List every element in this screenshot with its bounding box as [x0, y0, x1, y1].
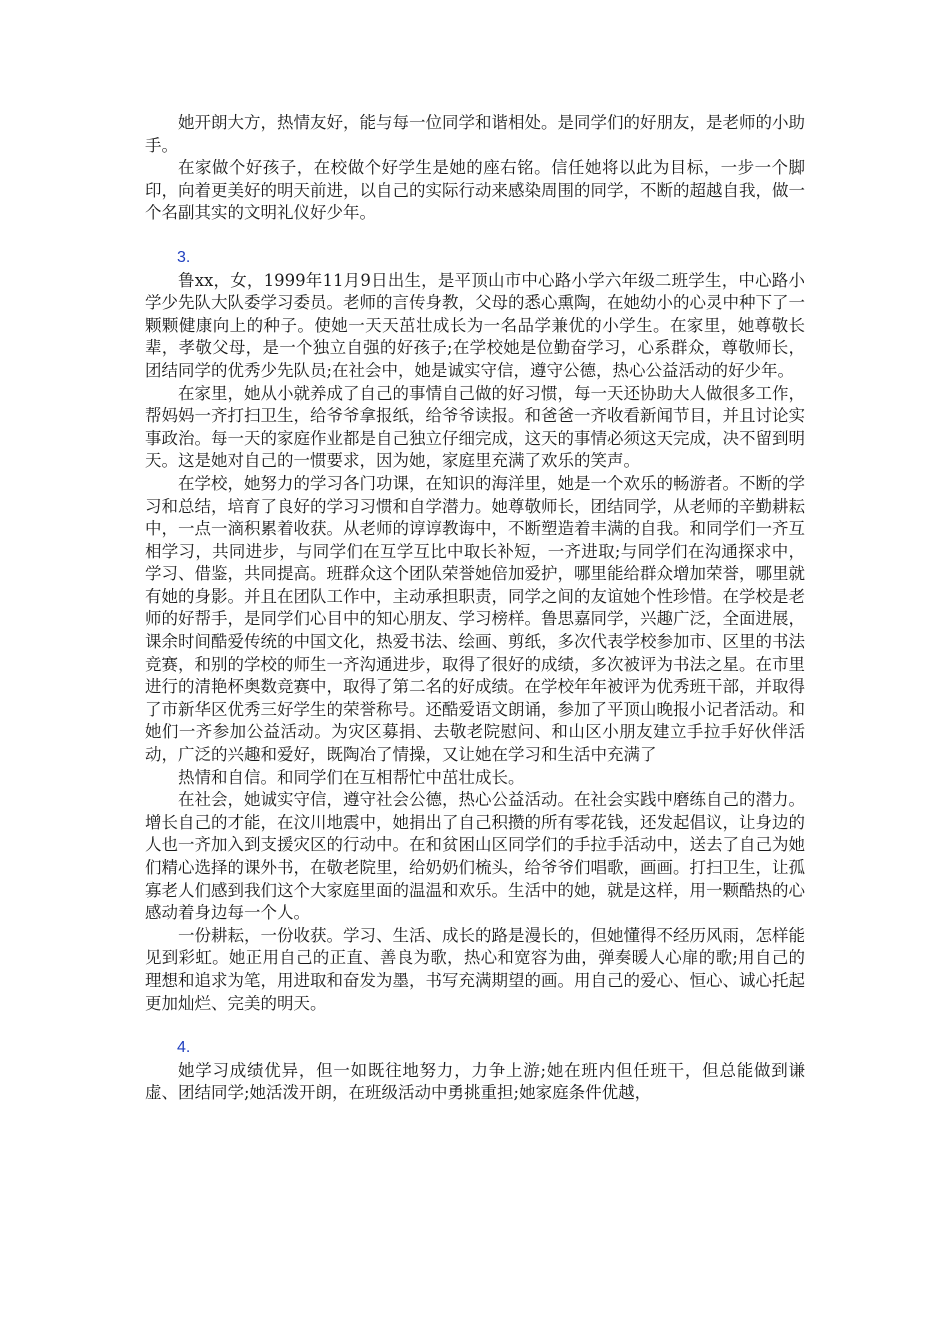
- section-number: 3.: [177, 248, 191, 266]
- spacer: [145, 1015, 805, 1037]
- document-page: [145, 112, 805, 1105]
- paragraph-continuation: 热情和自信。和同学们在互相帮忙中茁壮成长。: [178, 767, 525, 787]
- paragraph: 在家里，她从小就养成了自己的事情自己做的好习惯，每一天还协助大人做很多工作，帮妈妈一齐打扫卫生，给爷爷拿报纸，给爷爷读报。和爸爸一齐收看新闻节目，并且讨论实事政治。每一天的家庭作业都是自己独立仔细完成，这天的事情必须这天完成，决不留到明天。这是她对自己的一惯要求，因为她，家庭里充满了欢乐的笑声。: [145, 383, 805, 471]
- paragraph: 鲁xx，女，1999年11月9日出生，是平顶山市中心路小学六年级二班学生，中心路小学少先队大队委学习委员。老师的言传身教，父母的悉心熏陶，在她幼小的心灵中种下了一颗颗健康向上的种子。使她一天天茁壮成长为一名品学兼优的小学生。在家里，她尊敬长辈，孝敬父母，是一个独立自强的好孩子;在学校她是位勤奋学习，心系群众，尊敬师长，团结同学的优秀少先队员;在社会中，她是诚实守信，遵守公德，热心公益活动的好少年。: [145, 270, 805, 380]
- paragraph: 一份耕耘，一份收获。学习、生活、成长的路是漫长的，但她懂得不经历风雨，怎样能见到彩虹。她正用自己的正直、善良为歌，热心和宽容为曲，弹奏暖人心扉的歌;用自己的理想和追求为笔，用进取和奋发为墨，书写充满期望的画。用自己的爱心、恒心、诚心托起更加灿烂、完美的明天。: [145, 925, 805, 1013]
- paragraph: 她开朗大方，热情友好，能与每一位同学和谐相处。是同学们的好朋友，是老师的小助手。: [145, 113, 805, 155]
- paragraph: 她学习成绩优异，但一如既往地努力，力争上游;她在班内但任班干，但总能做到谦虚、团结同学;她活泼开朗，在班级活动中勇挑重担;她家庭条件优越，: [145, 1060, 805, 1103]
- spacer: [145, 225, 805, 247]
- paragraph: 在学校，她努力的学习各门功课，在知识的海洋里，她是一个欢乐的畅游者。不断的学习和总结，培育了良好的学习习惯和自学潜力。她尊敬师长，团结同学，从老师的辛勤耕耘中，一点一滴积累着收获。从老师的谆谆教诲中，不断塑造着丰满的自我。和同学们一齐互相学习，共同进步，与同学们在互学互比中取长补短，一齐进取;与同学们在沟通探求中，学习、借鉴，共同提高。班群众这个团队荣誉她倍加爱护，哪里能给群众增加荣誉，哪里就有她的身影。并且在团队工作中，主动承担职责，同学之间的友谊她个性珍惜。在学校是老师的好帮手，是同学们心目中的知心朋友、学习榜样。鲁思嘉同学，兴趣广泛，全面进展，课余时间酷爱传统的中国文化，热爱书法、绘画、剪纸，多次代表学校参加市、区里的书法竞赛，和别的学校的师生一齐沟通进步，取得了很好的成绩，多次被评为书法之星。在市里进行的清艳杯奥数竞赛中，取得了第二名的好成绩。在学校年年被评为优秀班干部，并取得了市新华区优秀三好学生的荣誉称号。还酷爱语文朗诵，参加了平顶山晚报小记者活动。和她们一齐参加公益活动。为灾区募捐、去敬老院慰问、和山区小朋友建立手拉手好伙伴活动，广泛的兴趣和爱好，既陶冶了情操，又让她在学习和生活中充满了: [145, 473, 805, 765]
- section-number: 4.: [177, 1039, 191, 1057]
- paragraph: 在家做个好孩子，在校做个好学生是她的座右铭。信任她将以此为目标，一步一个脚印，向着更美好的明天前进，以自己的实际行动来感染周围的同学，不断的超越自我，做一个名副其实的文明礼仪好少年。: [145, 158, 805, 223]
- paragraph: 在社会，她诚实守信，遵守社会公德，热心公益活动。在社会实践中磨练自己的潜力。增长自己的才能，在汶川地震中，她捐出了自己积攒的所有零花钱，还发起倡议，让身边的人也一齐加入到支援灾区的行动中。在和贫困山区同学们的手拉手活动中，送去了自己为她们精心选择的课外书，在敬老院里，给奶奶们梳头，给爷爷们唱歌，画画。打扫卫生，让孤寡老人们感到我们这个大家庭里面的温温和欢乐。生活中的她，就是这样，用一颗酷热的心感动着身边每一个人。: [145, 790, 805, 923]
